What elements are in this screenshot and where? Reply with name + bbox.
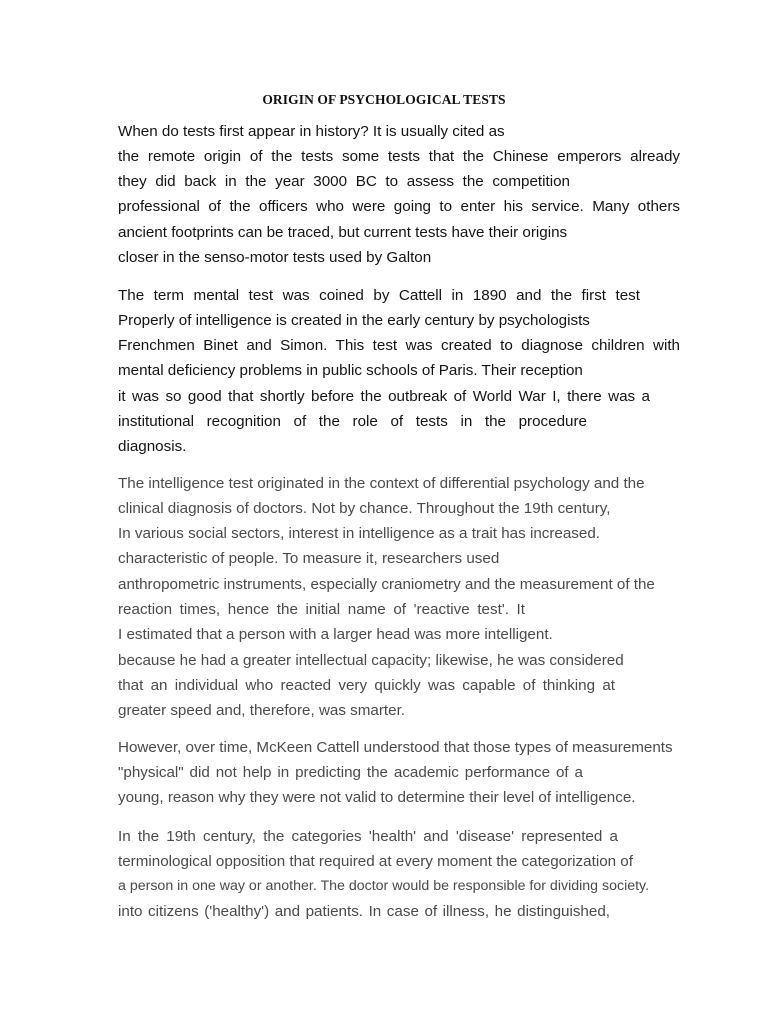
text-line: into citizens ('healthy') and patients. In case of illness, he distinguished,: [118, 903, 610, 921]
text-line: greater speed and, therefore, was smarter.: [118, 702, 406, 720]
text-line: In the 19th century, the categories 'health' and 'disease' represented a: [118, 827, 618, 845]
text-line: The intelligence test originated in the context of differential psychology and the: [118, 474, 645, 492]
text-line: a person in one way or another. The doctor would be responsible for dividing society.: [118, 878, 650, 895]
text-line: Frenchmen Binet and Simon. This test was created to diagnose children with: [118, 337, 680, 355]
text-line: because he had a greater intellectual capacity; likewise, he was considered: [118, 651, 624, 669]
text-line: institutional recognition of the role of tests in the procedure: [118, 412, 587, 430]
paragraph-4: [118, 735, 680, 811]
text-line: terminological opposition that required at every moment the categorization of: [118, 852, 633, 870]
text-line: it was so good that shortly before the outbreak of World War I, there was a: [118, 387, 650, 405]
text-line: professional of the officers who were going to enter his service. Many others: [118, 198, 680, 216]
text-line: diagnosis.: [118, 438, 187, 456]
text-line: In various social sectors, interest in intelligence as a trait has increased.: [118, 525, 601, 543]
text-line: I estimated that a person with a larger head was more intelligent.: [118, 626, 553, 644]
text-line: reaction times, hence the initial name of 'reactive test'. It: [118, 600, 525, 618]
document-title: ORIGIN OF PSYCHOLOGICAL TESTS: [262, 92, 506, 107]
text-line: clinical diagnosis of doctors. Not by chance. Throughout the 19th century,: [118, 499, 611, 517]
text-line: ancient footprints can be traced, but current tests have their origins: [118, 223, 568, 241]
text-line: "physical" did not help in predicting the academic performance of a: [118, 763, 583, 781]
text-line: young, reason why they were not valid to determine their level of intelligence.: [118, 789, 636, 807]
text-line: they did back in the year 3000 BC to assess the competition: [118, 173, 570, 191]
text-line: Properly of intelligence is created in the early century by psychologists: [118, 311, 590, 329]
text-line: anthropometric instruments, especially craniometry and the measurement of the: [118, 575, 655, 593]
text-line: closer in the senso-motor tests used by Galton: [118, 248, 432, 266]
text-line: mental deficiency problems in public schools of Paris. Their reception: [118, 362, 583, 380]
paragraph-2: [118, 283, 680, 460]
text-line: characteristic of people. To measure it, researchers used: [118, 550, 500, 568]
text-line: that an individual who reacted very quickly was capable of thinking at: [118, 676, 615, 694]
text-line: the remote origin of the tests some tests that the Chinese emperors already: [118, 147, 680, 165]
text-line: The term mental test was coined by Cattell in 1890 and the first test: [118, 286, 640, 304]
paragraph-1: [118, 119, 680, 271]
text-line: When do tests first appear in history? It is usually cited as: [118, 122, 505, 140]
paragraph-3: [118, 471, 680, 724]
text-line: However, over time, McKeen Cattell understood that those types of measurements: [118, 738, 673, 756]
paragraph-5: [118, 824, 680, 925]
